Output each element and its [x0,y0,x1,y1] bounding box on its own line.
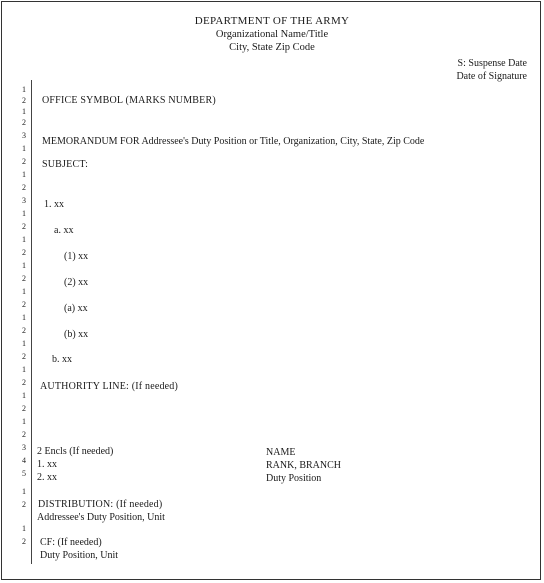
line-number: 1 [22,235,26,244]
paragraph-1aa: (a) xx [64,303,88,314]
line-number: 2 [22,537,26,546]
paragraph-1ab: (b) xx [64,329,89,340]
line-number: 2 [22,430,26,439]
line-number: 1 [22,85,26,94]
signer-rank-branch: RANK, BRANCH [266,460,342,471]
line-number: 2 [22,500,26,509]
signature-date: Date of Signature [456,71,527,82]
line-number: 2 [22,183,26,192]
memorandum-for-line: MEMORANDUM FOR Addressee's Duty Position or Title, Organization, City, State, Zip Code [42,136,425,147]
line-number: 3 [22,443,26,452]
line-number: 1 [22,261,26,270]
line-number: 2 [22,274,26,283]
line-number: 2 [22,404,26,413]
line-number: 2 [22,157,26,166]
line-number: 2 [22,300,26,309]
line-number: 1 [22,524,26,533]
line-number: 1 [22,107,26,116]
paragraph-1a1: (1) xx [64,251,89,262]
enclosure-item: 2. xx [37,472,57,483]
paragraph-1a2: (2) xx [64,277,89,288]
line-number: 1 [22,170,26,179]
letterhead [0,15,544,54]
cf-line: Duty Position, Unit [40,550,119,561]
office-symbol: OFFICE SYMBOL (MARKS NUMBER) [42,95,216,106]
organization-address: City, State Zip Code [229,42,315,53]
paragraph-1: 1. xx [44,199,64,210]
line-number: 1 [22,365,26,374]
suspense-date: S: Suspense Date [457,58,527,69]
date-block [456,57,527,83]
line-number: 1 [22,287,26,296]
subject-line: SUBJECT: [42,159,89,170]
line-number: 4 [22,456,26,465]
line-number: 2 [22,378,26,387]
enclosures-heading: 2 Encls (If needed) [37,446,114,457]
line-number: 2 [22,326,26,335]
signer-name: NAME [266,447,296,458]
enclosure-item: 1. xx [37,459,57,470]
line-number: 2 [22,222,26,231]
department-name: DEPARTMENT OF THE ARMY [194,15,350,27]
line-number: 1 [22,417,26,426]
cf-heading: CF: (If needed) [40,537,102,548]
paragraph-1b: b. xx [52,354,72,365]
line-number: 3 [22,131,26,140]
paragraph-1a: a. xx [54,225,74,236]
page-border [1,1,541,580]
line-number: 1 [22,313,26,322]
line-number: 1 [22,391,26,400]
signer-duty-position: Duty Position [266,473,322,484]
line-number: 3 [22,196,26,205]
line-number: 5 [22,469,26,478]
line-number: 1 [22,209,26,218]
authority-line: AUTHORITY LINE: (If needed) [40,381,179,392]
line-number: 1 [22,144,26,153]
line-number: 1 [22,339,26,348]
organization-name: Organizational Name/Title [215,29,329,40]
line-number: 2 [22,118,26,127]
left-margin-rule [31,80,32,564]
distribution-heading: DISTRIBUTION: (If needed) [38,499,163,510]
line-number: 2 [22,96,26,105]
line-number: 2 [22,352,26,361]
line-number: 1 [22,487,26,496]
line-number: 2 [22,248,26,257]
distribution-line: Addressee's Duty Position, Unit [37,512,165,523]
